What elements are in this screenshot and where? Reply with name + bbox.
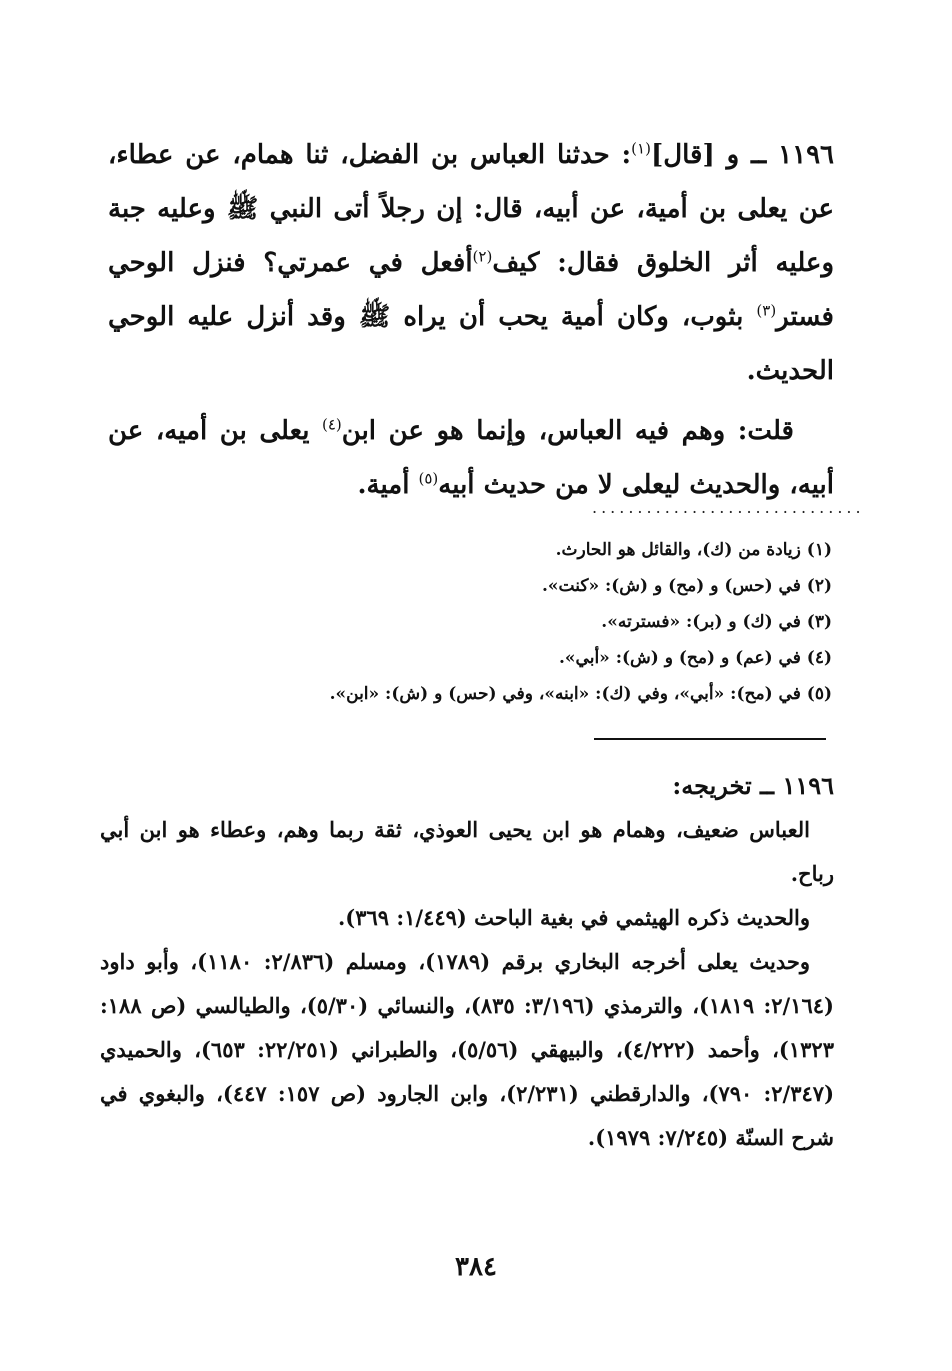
note-text-part: أمية. [357, 470, 419, 500]
footnote-ref: (١) [631, 139, 651, 158]
footnote-ref: (٣) [756, 301, 777, 320]
footnote-ref: (٥) [418, 469, 439, 488]
footnote-ref: (٤) [322, 415, 342, 434]
takhrij-paragraph: والحديث ذكره الهيثمي في بغية الباحث (١/٤٤٩: ٣٦٩). [337, 905, 810, 930]
hadith-text-part: : حدثنا العباس بن الفضل، ثنا همام، عن عطاء، عن يعلى بن أمية، عن أبيه، قال: إن رجلاً أتى النبي ﷺ وعليه جبة وعليه أثر الخلوق فقال: كيف [108, 140, 834, 278]
footnote-item: (١) زيادة من (ك)، والقائل هو الحارث. [555, 540, 832, 560]
footnote-item: (٢) في (حس) و (مح) و (ش): «كنت». [541, 576, 832, 596]
section-divider [594, 738, 826, 740]
page-number: ٣٨٤ [455, 1252, 497, 1282]
footnote-separator-dots: .............................. [592, 498, 865, 517]
footnote-item: (٣) في (ك) و (بر): «فسترته». [601, 612, 832, 632]
note-text-part: قلت: وهم فيه العباس، وإنما هو عن ابن [341, 416, 794, 446]
takhrij-paragraph: العباس ضعيف، وهمام هو ابن يحيى العوذي، ثقة ربما وهم، وعطاء هو ابن أبي رباح. [100, 817, 834, 886]
hadith-text-part: ١١٩٦ ــ و [قال] [650, 140, 834, 170]
author-note [108, 404, 834, 512]
hadith-paragraph [108, 128, 834, 398]
footnote-ref: (٢) [472, 247, 493, 266]
hadith-text-part: بثوب، وكان أمية يحب أن يراه ﷺ وقد أنزل عليه الوحي الحديث. [108, 302, 834, 386]
footnotes [260, 532, 832, 712]
hadith-text [108, 128, 834, 512]
takhrij-heading: ١١٩٦ ــ تخريجه: [672, 771, 834, 800]
hadith-text-part: أفعل في عمرتي؟ فنزل الوحي فستر [108, 248, 834, 332]
footnote-item: (٤) في (عم) و (مح) و (ش): «أبي». [559, 648, 832, 668]
footnote-item: (٥) في (مح): «أبي»، وفي (ك): «ابنه»، وفي (حس) و (ش): «ابن». [329, 684, 832, 704]
takhrij-section [100, 764, 834, 1160]
takhrij-paragraph: وحديث يعلى أخرجه البخاري برقم (١٧٨٩)، ومسلم (٢/٨٣٦: ١١٨٠)، وأبو داود (٢/١٦٤: ١٨١٩)، والترمذي (٣/١٩٦: ٨٣٥)، والنسائي (٥/٣٠)، والطيالسي (ص ١٨٨: ١٣٢٣)، وأحمد (٤/٢٢٢)، والبيهقي (٥/٥٦)، والطبراني (٢٢/٢٥١: ٦٥٣)، والحميدي (٢/٣٤٧: ٧٩٠)، والدارقطني (٢/٢٣١)، وابن الجارود (ص ١٥٧: ٤٤٧)، والبغوي في شرح السنّة (٧/٢٤٥: ١٩٧٩). [100, 949, 834, 1150]
note-text-part: يعلى بن أميه، عن أبيه، والحديث ليعلى لا من حديث أبيه [108, 416, 834, 500]
